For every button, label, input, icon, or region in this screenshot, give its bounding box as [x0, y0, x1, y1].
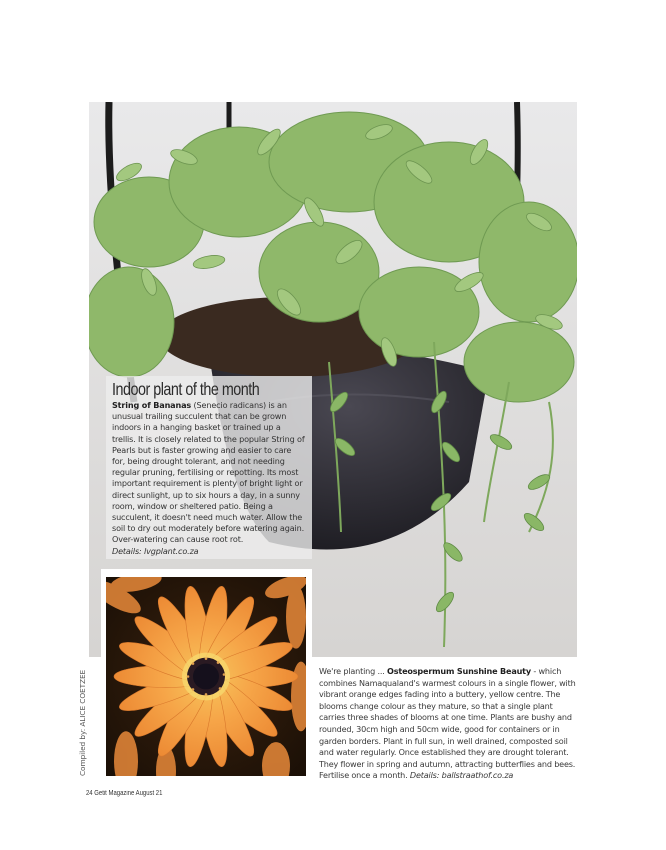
page-folio: 24 Getit Magazine August 21: [86, 790, 163, 797]
feature-body-text: is an unusual trailing succulent that can be grown indoors in a hanging basket or trained up a trellis. It is closely related to the popular String of Pearls but is faster growing and easier to care for, being drought tolerant, and not needing regular pruning, fertilising or repotting. Its most important requirement is plenty of bright light or direct sunlight, up to six hours a day, in a sunny room, window or sheltered patio. Being a succulent, it doesn't need much water. Allow the soil to dry out moderately before watering again. Over-watering can cause root rot.: [112, 400, 305, 545]
planting-body: - which combines Namaqualand's warmest colours in a single flower, with vibrant orange edges fading into a buttery, yellow centre. The blooms change colour as they mature, so that a single plant carries three shades of blooms at one time. Plants are bushy and rounded, 30cm high and 50cm wide, good for containers or in garden borders. Plant in full sun, in well drained, composted soil and water regularly. Once established they are drought tolerant. They flower in spring and autumn, attracting butterflies and bees. Fertilise once a month.: [319, 666, 576, 781]
indoor-plant-feature-box: [106, 376, 312, 559]
feature-plant-latin: (Senecio radicans): [193, 400, 267, 410]
feature-details-link[interactable]: Details: lvgplant.co.za: [112, 545, 199, 556]
feature-plant-name: String of Bananas: [112, 400, 192, 410]
planting-plant-name: Osteospermum Sunshine Beauty: [387, 666, 531, 676]
planting-article: [319, 666, 577, 782]
feature-heading: Indoor plant of the month: [112, 379, 260, 399]
planting-details-link[interactable]: Details: ballstraathof.co.za: [409, 770, 514, 781]
planting-intro: We're planting ...: [319, 666, 388, 676]
osteospermum-photo: [106, 577, 306, 776]
feature-body: [112, 400, 306, 557]
photo-credit: Compiled by: ALICE COETZEE: [78, 669, 87, 776]
osteospermum-image: [106, 577, 306, 776]
